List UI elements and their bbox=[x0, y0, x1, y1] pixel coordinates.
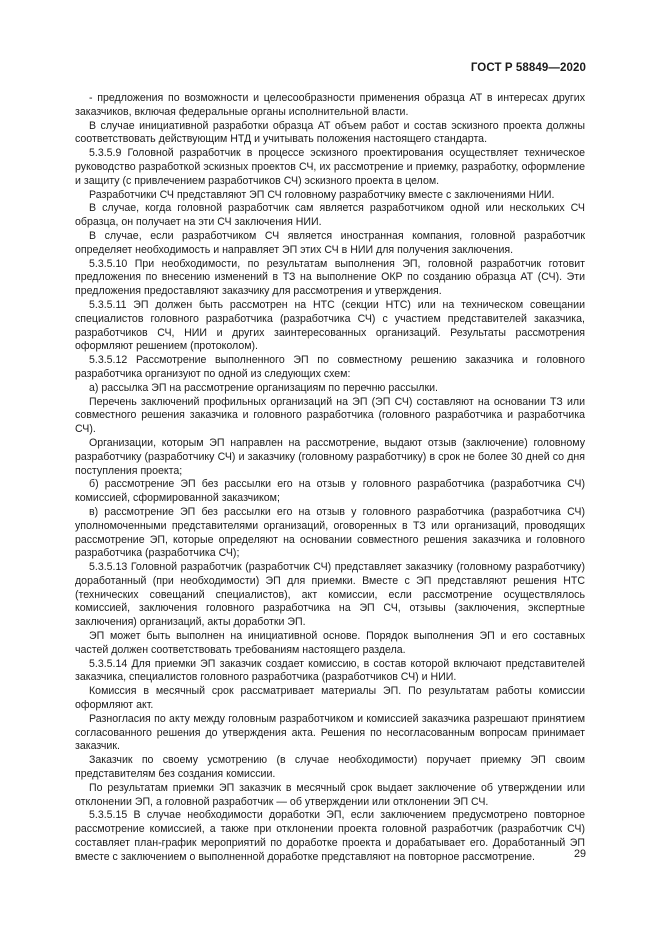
document-header-standard: ГОСТ Р 58849—2020 bbox=[470, 62, 586, 74]
paragraph: 5.3.5.14 Для приемки ЭП заказчик создает комиссию, в состав которой включают представителей заказчика, специалистов головного разработчика (разработчиков СЧ) и НИИ. bbox=[75, 657, 585, 684]
paragraph: 5.3.5.15 В случае необходимости доработки ЭП, если заключением предусмотрено повторное рассмотрение комиссией, а также при отклонении проекта головной разработчик (разработчик СЧ) составляет план-график мероприятий по доработке проекта и дорабатывает его. Доработанный ЭП вместе с заключением о выполненной доработке представляют на повторное рассмотрение. bbox=[75, 809, 585, 863]
page-number: 29 bbox=[573, 848, 586, 860]
paragraph: В случае инициативной разработки образца АТ объем работ и состав эскизного проекта должны соответствовать действующим НТД и учитывать положения настоящего стандарта. bbox=[75, 119, 585, 146]
paragraph: - предложения по возможности и целесообразности применения образца АТ в интересах других заказчиков, включая федеральные органы исполнительной власти. bbox=[75, 92, 585, 118]
paragraph: Разработчики СЧ представляют ЭП СЧ головному разработчику вместе с заключениями НИИ. bbox=[89, 188, 555, 201]
paragraph: Заказчик по своему усмотрению (в случае необходимости) поручает приемку ЭП своим представителям без создания комиссии. bbox=[75, 754, 585, 781]
paragraph: Перечень заключений профильных организаций на ЭП (ЭП СЧ) составляют на основании ТЗ или совместного решения заказчика и головного разработчика (головного разработчика и разработчика СЧ). bbox=[75, 395, 585, 436]
paragraph: 5.3.5.11 ЭП должен быть рассмотрен на НТС (секции НТС) или на техническом совещании специалистов головного разработчика (разработчика СЧ) с участием представителей заказчика, разработчиков СЧ, НИИ и других заинтересованных организаций. Результаты рассмотрения оформляют решением (протоколом). bbox=[75, 298, 585, 353]
paragraph: 5.3.5.10 При необходимости, по результатам выполнения ЭП, головной разработчик готовит предложения по внесению изменений в ТЗ на выполнение ОКР по созданию образца АТ (СЧ). Эти предложения предоставляют заказчику для рассмотрения и утверждения. bbox=[75, 257, 585, 298]
paragraph: 5.3.5.13 Головной разработчик (разработчик СЧ) представляет заказчику (головному разработчику) доработанный (при необходимости) ЭП для приемки. Вместе с ЭП представляют решения НТС (технических совещаний специалистов), акт комиссии, если рассмотрение осуществлялось комиссией, заключения головного разработчика на ЭП СЧ, отзывы (заключения, экспертные заключения) организаций, акты доработки ЭП. bbox=[75, 561, 585, 629]
paragraph: 5.3.5.12 Рассмотрение выполненного ЭП по совместному решению заказчика и головного разработчика организуют по одной из следующих схем: bbox=[75, 354, 585, 380]
paragraph: Разногласия по акту между головным разработчиком и комиссией заказчика разрешают принятием согласованного решения до утверждения акта. Решения по несогласованным вопросам принимает заказчик. bbox=[75, 712, 585, 753]
paragraph: в) рассмотрение ЭП без рассылки его на отзыв у головного разработчика (разработчика СЧ) уполномоченными представителями организаций, оговоренных в ТЗ или организаций, проводящих рассмотрение ЭП, которые определяют на основании совместного решения заказчика и головного разработчика (разработчика СЧ); bbox=[75, 505, 585, 560]
paragraph: По результатам приемки ЭП заказчик в месячный срок выдает заключение об утверждении или отклонении ЭП, а головной разработчик — об утверждении или отклонении ЭП СЧ. bbox=[75, 781, 585, 808]
paragraph: Комиссия в месячный срок рассматривает материалы ЭП. По результатам работы комиссии оформляют акт. bbox=[75, 685, 585, 712]
paragraph: а) рассылка ЭП на рассмотрение организациям по перечню рассылки. bbox=[89, 381, 438, 394]
document-body bbox=[75, 92, 585, 865]
paragraph: ЭП может быть выполнен на инициативной основе. Порядок выполнения ЭП и его составных частей должен соответствовать требованиям настоящего раздела. bbox=[75, 630, 585, 656]
paragraph: В случае, когда головной разработчик сам является разработчиком одной или нескольких СЧ образца, он получает на эти СЧ заключения НИИ. bbox=[75, 202, 585, 229]
paragraph: 5.3.5.9 Головной разработчик в процессе эскизного проектирования осуществляет техническое руководство разработкой эскизных проектов СЧ, их рассмотрение и приемку, разработку, оформление и защиту (с привлечением разработчиков СЧ) эскизного проекта в целом. bbox=[75, 147, 585, 187]
paragraph: В случае, если разработчиком СЧ является иностранная компания, головной разработчик определяет необходимость и направляет ЭП этих СЧ в НИИ для получения заключения. bbox=[75, 229, 585, 256]
paragraph: Организации, которым ЭП направлен на рассмотрение, выдают отзыв (заключение) головному разработчику (разработчику СЧ) и заказчику (головному разработчику) в срок не более 30 дней со дня поступления проекта; bbox=[75, 436, 585, 477]
paragraph: б) рассмотрение ЭП без рассылки его на отзыв у головного разработчика (разработчика СЧ) комиссией, сформированной заказчиком; bbox=[75, 478, 585, 505]
